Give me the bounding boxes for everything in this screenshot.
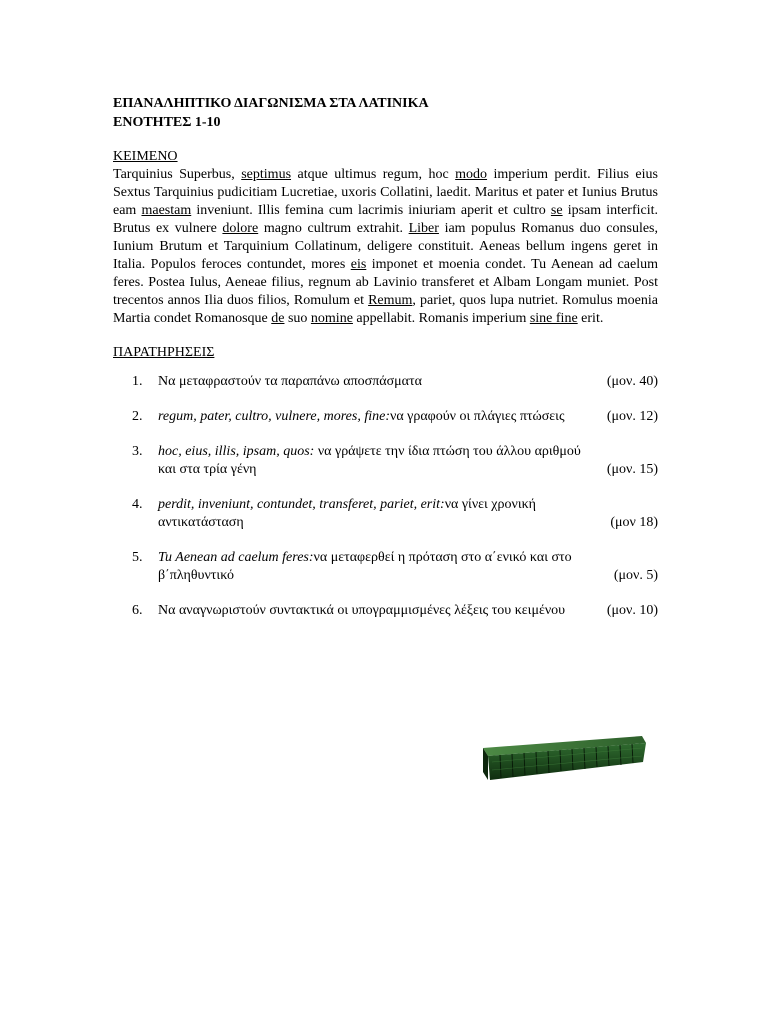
- exercise-instruction: να γραφούν οι πλάγιες πτώσεις: [390, 409, 565, 424]
- exercise-item: [113, 408, 658, 426]
- passage-segment: inveniunt. Illis femina cum lacrimis iniuriam aperit et cultro: [191, 203, 551, 218]
- passage-segment: Tarquinius Superbus,: [113, 167, 242, 182]
- underlined-word: septimus: [241, 167, 292, 182]
- exercise-number: 4.: [132, 497, 143, 512]
- exercise-points: (μον. 40): [606, 374, 658, 389]
- latin-passage: [113, 166, 658, 328]
- underlined-word: Liber: [408, 221, 439, 236]
- exam-title: ΕΠΑΝΑΛΗΠΤΙΚΟ ΔΙΑΓΩΝΙΣΜΑ ΣΤΑ ΛΑΤΙΝΙΚΑ: [113, 96, 429, 111]
- exercise-item: [113, 549, 658, 585]
- passage-segment: ipsam interficit. Brutus ex vulnere: [113, 203, 658, 236]
- exercise-points: (μον. 5): [613, 568, 658, 583]
- passage-segment: imperium perdit. Filius eius Sextus Tarquinius pudicitiam Lucretiae, uxoris Collatini, laedit. Maritus et pater et Iunius Brutus eam: [113, 167, 658, 218]
- exercise-number: 6.: [132, 603, 143, 618]
- units-subtitle: ΕΝΟΤΗΤΕΣ 1-10: [113, 115, 221, 130]
- exercise-points: (μον. 10): [606, 603, 658, 618]
- exercise-latin-words: hoc, eius, illis, ipsam, quos:: [158, 444, 315, 459]
- exercise-latin-words: perdit, inveniunt, contundet, transferet, pariet, erit:: [158, 497, 445, 512]
- document-page: [113, 94, 658, 620]
- passage-segment: atque ultimus regum, hoc: [291, 167, 456, 182]
- exercise-text: [158, 408, 658, 426]
- underlined-word: sine fine: [529, 311, 578, 326]
- exercise-latin-words: regum, pater, cultro, vulnere, mores, fine:: [158, 409, 390, 424]
- passage-segment: erit.: [577, 311, 604, 326]
- passage-segment: magno cultrum extrahit.: [258, 221, 409, 236]
- exercise-points: (μον. 15): [606, 462, 658, 477]
- text-section-heading: ΚΕΙΜΕΝΟ: [113, 149, 178, 164]
- passage-segment: , pariet, quos lupa nutriet. Romulus moenia Martia condet Romanosque: [113, 293, 658, 326]
- underlined-word: modo: [455, 167, 488, 182]
- exercise-number: 3.: [132, 444, 143, 459]
- exercise-points: (μον. 12): [606, 409, 658, 424]
- passage-segment: appellabit. Romanis imperium: [352, 311, 530, 326]
- underlined-word: Remum: [368, 293, 413, 308]
- exercise-text: [158, 549, 658, 585]
- passage-segment: imponet et moenia condet. Tu Aenean ad caelum feres. Postea Iulus, Aeneae filius, regnum ab Lavinio transferet et Albam Longam muniet. Post trecentos annos Ilia duos filios, Romulum et: [113, 257, 658, 308]
- exercise-instruction: να γράψετε την ίδια πτώση του άλλου αριθμού και στα τρία γένη: [158, 444, 581, 477]
- exercise-points: (μον 18): [610, 515, 658, 530]
- exercise-item: [113, 602, 658, 620]
- exercise-instruction: να γίνει χρονική αντικατάσταση: [158, 497, 536, 530]
- exercise-latin-words: Tu Aenean ad caelum feres:: [158, 550, 314, 565]
- underlined-word: de: [271, 311, 285, 326]
- exercise-text: [158, 443, 658, 479]
- exercise-text: [158, 602, 658, 620]
- underlined-word: eis: [350, 257, 367, 272]
- exercise-number: 2.: [132, 409, 143, 424]
- underlined-word: maestam: [141, 203, 192, 218]
- exercise-instruction: Να μεταφραστούν τα παραπάνω αποσπάσματα: [158, 374, 422, 389]
- exercise-item: [113, 443, 658, 479]
- underlined-word: se: [550, 203, 563, 218]
- exercise-number: 5.: [132, 550, 143, 565]
- passage-segment: suo: [284, 311, 311, 326]
- underlined-word: dolore: [222, 221, 259, 236]
- exercise-item: [113, 373, 658, 391]
- exercise-item: [113, 496, 658, 532]
- exercise-text: [158, 496, 658, 532]
- exercise-text: [158, 373, 658, 391]
- exercise-instruction: Να αναγνωριστούν συντακτικά οι υπογραμμισμένες λέξεις του κειμένου: [158, 603, 566, 618]
- exercise-number: 1.: [132, 374, 143, 389]
- exercise-instruction: να μεταφερθεί η πρόταση στο α΄ενικό και στο β΄πληθυντικό: [158, 550, 572, 583]
- underlined-word: nomine: [310, 311, 353, 326]
- remarks-section-heading: ΠΑΡΑΤΗΡΗΣΕΙΣ: [113, 345, 215, 360]
- exercise-list: [113, 373, 658, 620]
- passage-segment: iam populus Romanus duo consules, Iunium Brutum et Tarquinium Collatinum, deligere constituit. Aeneas bellum ingens geret in Italia. Populos feroces contundet, mores: [113, 221, 659, 272]
- stacked-books-graphic: [480, 732, 648, 782]
